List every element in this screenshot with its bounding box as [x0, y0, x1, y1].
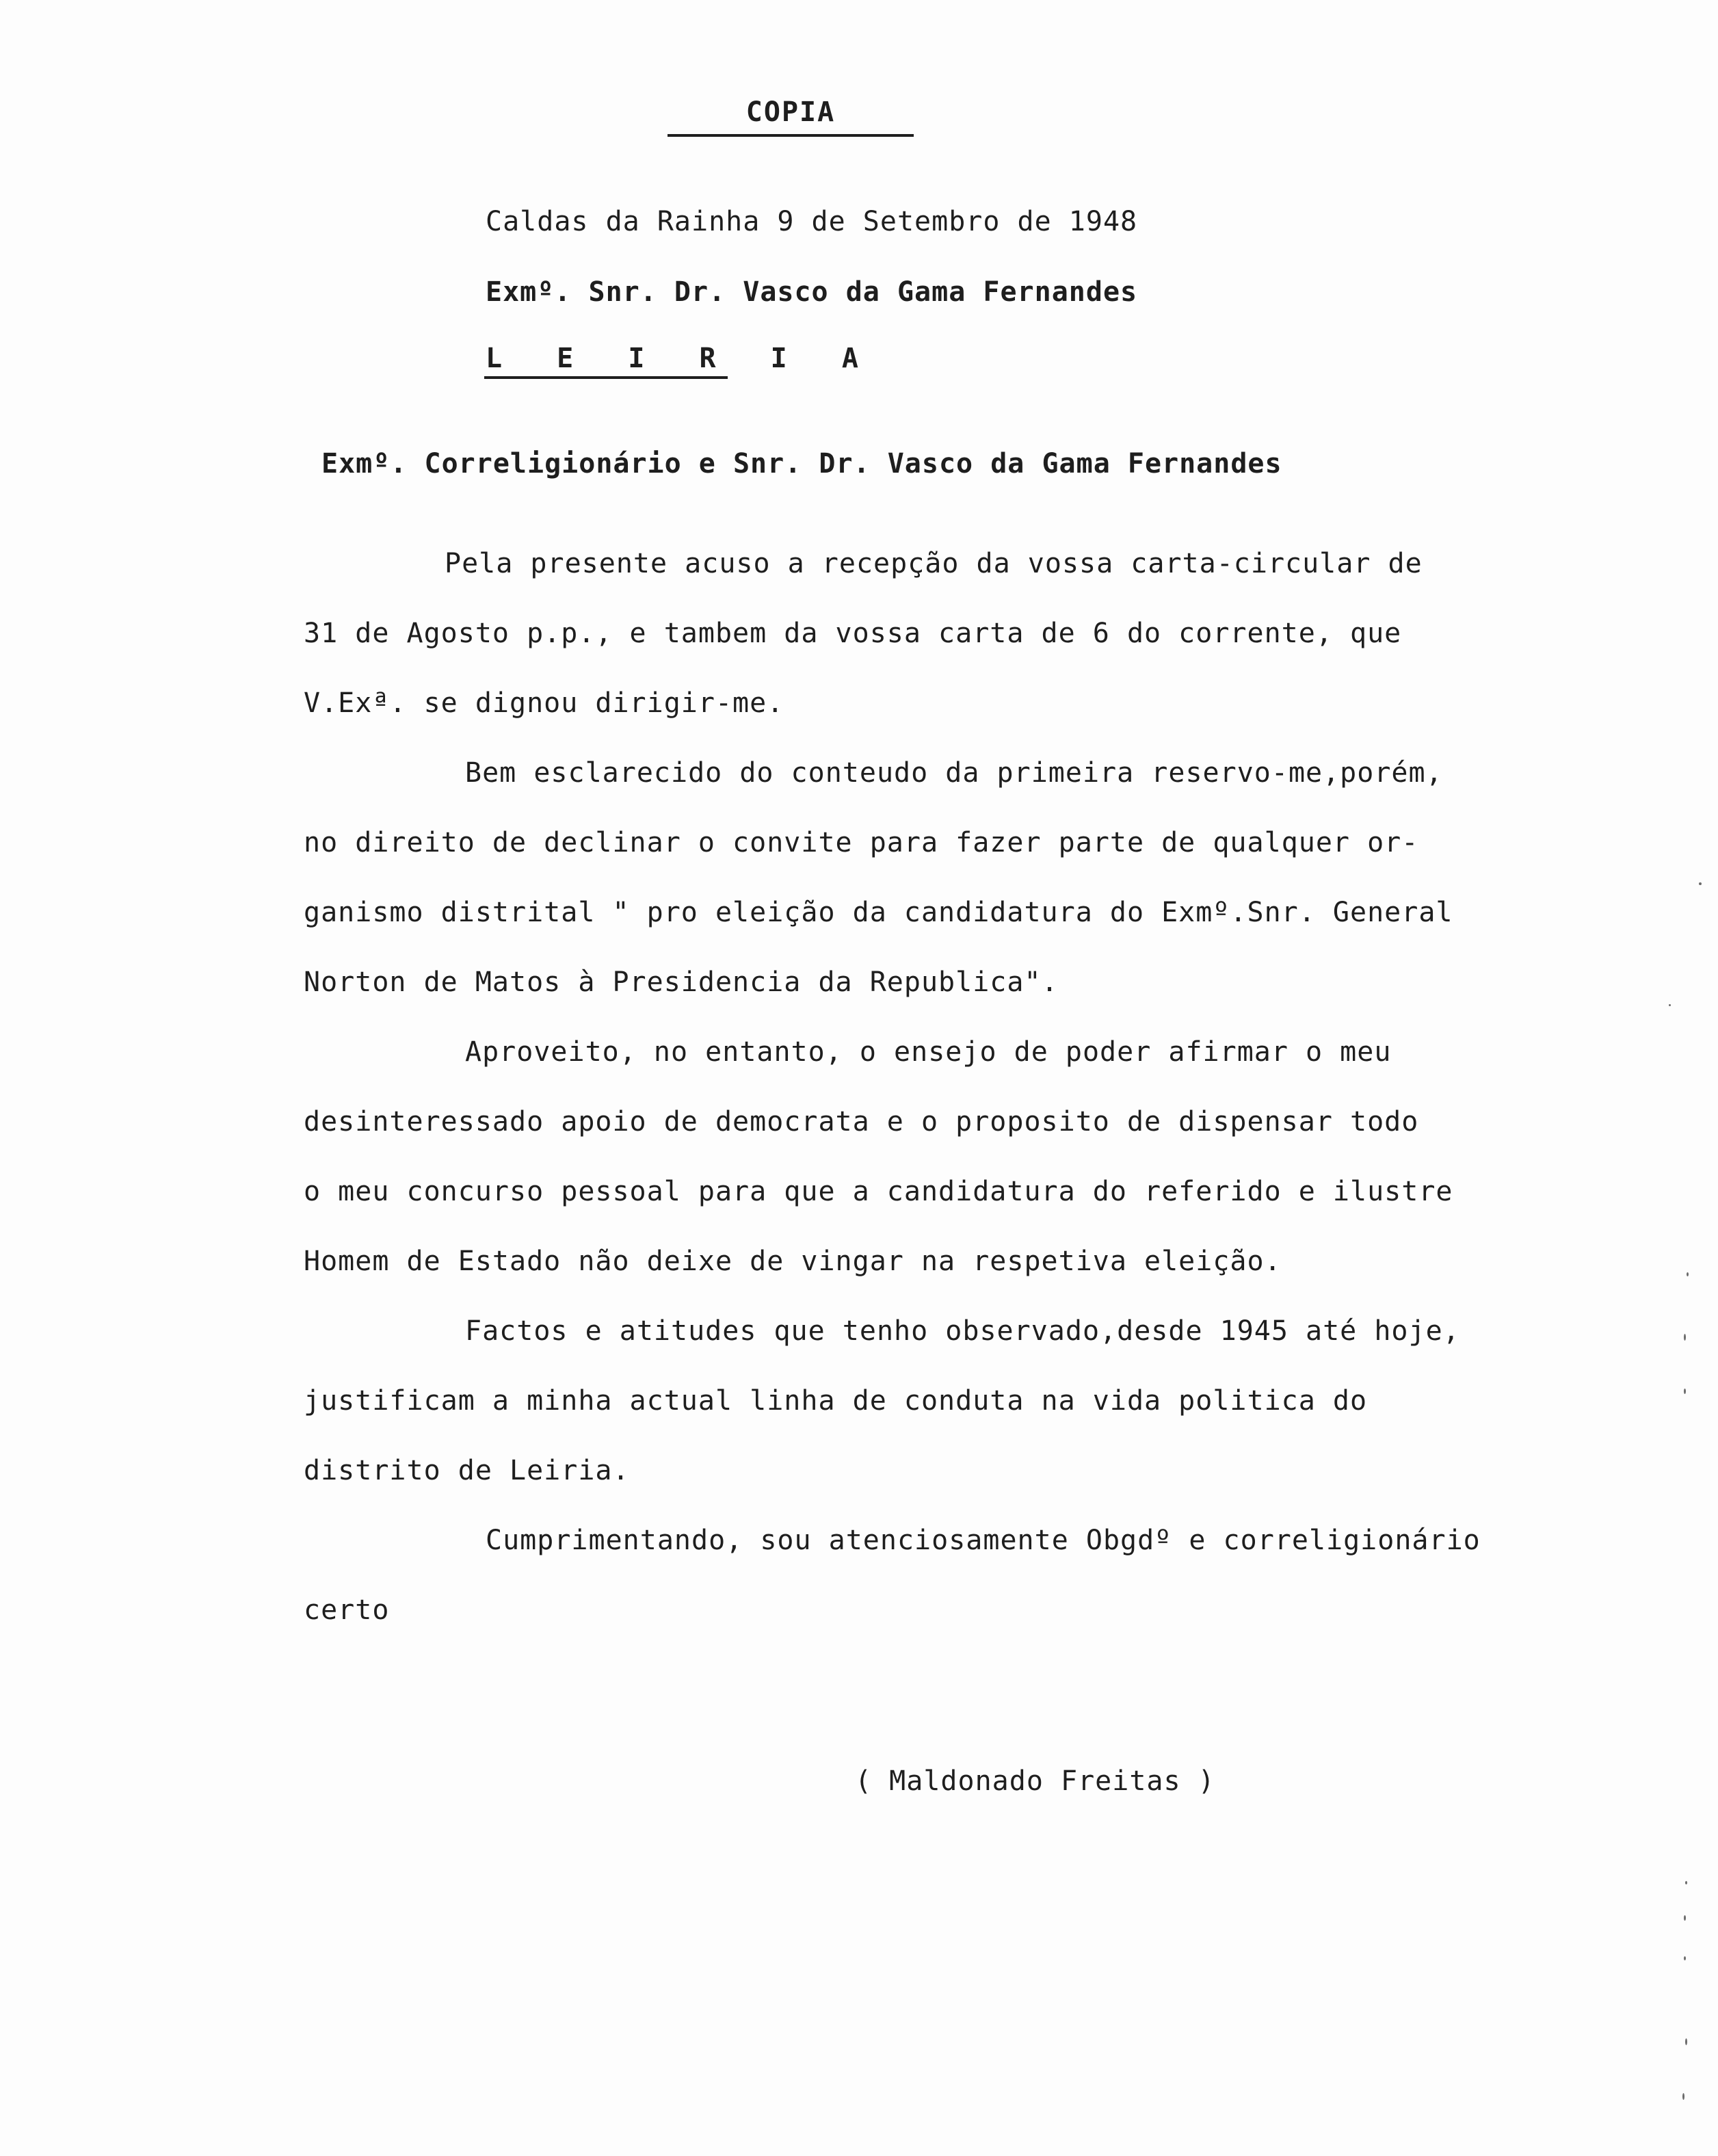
body-line: Bem esclarecido do conteudo da primeira reservo-me,porém, [465, 757, 1443, 789]
scan-speck [1669, 1004, 1671, 1006]
scan-speck [1684, 1389, 1686, 1394]
body-line: 31 de Agosto p.p., e tambem da vossa carta de 6 do corrente, que [304, 618, 1402, 649]
body-line: distrito de Leiria. [304, 1455, 630, 1486]
body-line: Factos e atitudes que tenho observado,desde 1945 até hoje, [465, 1315, 1460, 1347]
signature: ( Maldonado Freitas ) [855, 1765, 1215, 1797]
body-line: Aproveito, no entanto, o ensejo de poder afirmar o meu [465, 1036, 1392, 1068]
closing-word: certo [304, 1594, 390, 1626]
document-title: COPIA [745, 96, 836, 128]
body-line: Norton de Matos à Presidencia da Republica". [304, 967, 1059, 998]
body-line: V.Exª. se dignou dirigir-me. [304, 687, 784, 719]
scan-speck [1682, 2093, 1684, 2100]
scan-speck [1699, 882, 1702, 885]
scan-speck [1684, 1334, 1686, 1341]
scan-speck [1685, 1881, 1687, 1884]
body-line: no direito de declinar o convite para fazer parte de qualquer or- [304, 827, 1419, 858]
city-underline [484, 376, 728, 379]
scan-speck [1684, 1915, 1686, 1921]
closing-line: Cumprimentando, sou atenciosamente Obgdº e correligionário [486, 1525, 1481, 1556]
body-line: justificam a minha actual linha de conduta na vida politica do [304, 1385, 1368, 1417]
recipient-city: L E I R I A [486, 343, 877, 374]
body-line: Pela presente acuso a recepção da vossa carta-circular de [445, 548, 1423, 579]
place-date: Caldas da Rainha 9 de Setembro de 1948 [486, 206, 1138, 237]
title-underline [668, 134, 914, 137]
body-line: ganismo distrital " pro eleição da candidatura do Exmº.Snr. General [304, 897, 1453, 928]
scan-speck [1687, 1272, 1689, 1276]
salutation: Exmº. Correligionário e Snr. Dr. Vasco da Gama Fernandes [321, 448, 1282, 479]
recipient-line: Exmº. Snr. Dr. Vasco da Gama Fernandes [486, 276, 1138, 308]
scan-speck [1685, 2038, 1687, 2045]
body-line: o meu concurso pessoal para que a candidatura do referido e ilustre [304, 1176, 1453, 1207]
scan-speck [1684, 1956, 1686, 1960]
body-line: desinteressado apoio de democrata e o proposito de dispensar todo [304, 1106, 1419, 1138]
body-line: Homem de Estado não deixe de vingar na respetiva eleição. [304, 1246, 1282, 1277]
